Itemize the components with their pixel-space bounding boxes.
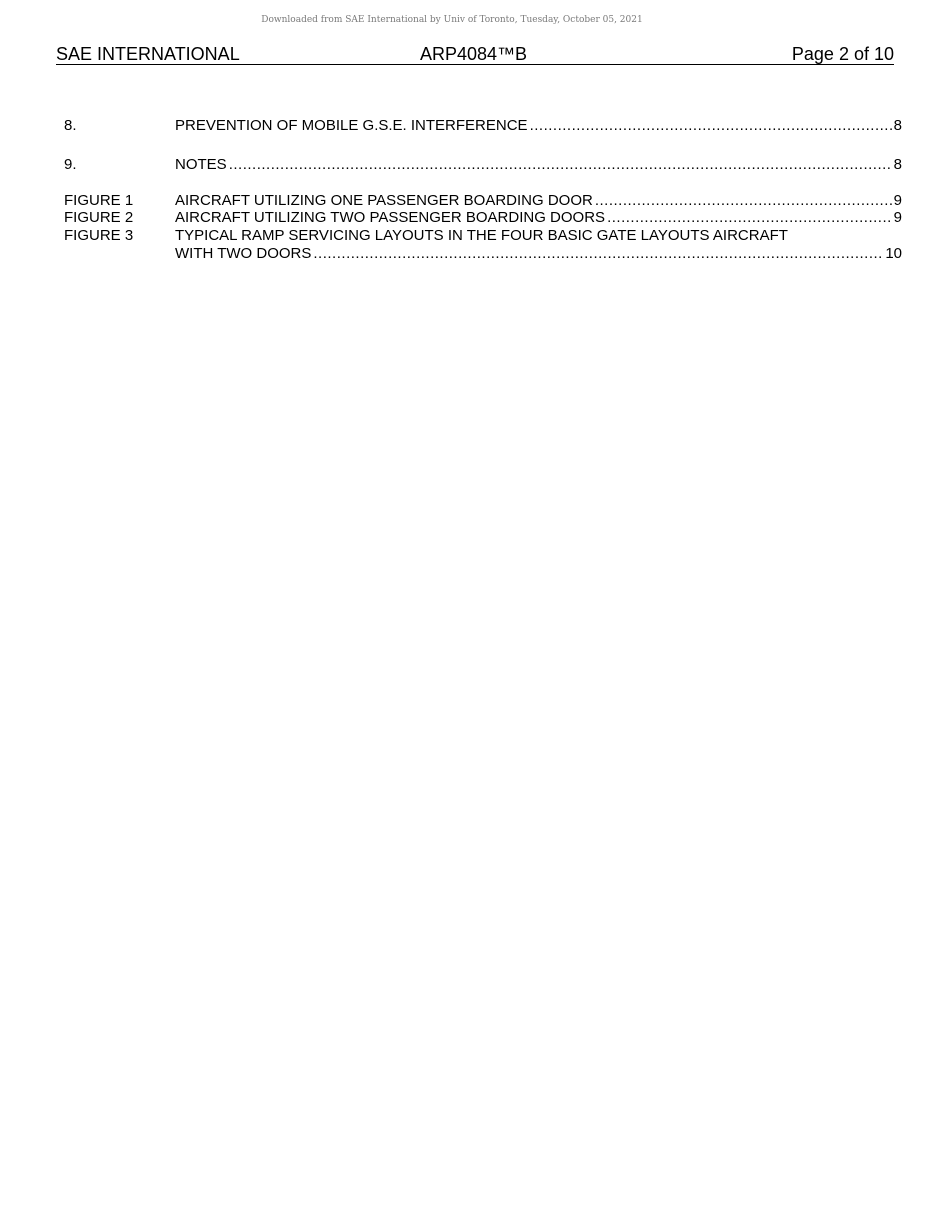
toc-entry-page: 8 [893,156,902,173]
download-watermark: Downloaded from SAE International by Univ of Toronto, Tuesday, October 05, 2021 [261,15,643,25]
toc-leader-dots [595,192,892,210]
toc-entry-title: AIRCRAFT UTILIZING TWO PASSENGER BOARDING DOORS [175,209,606,226]
page-header [56,44,894,65]
toc-entry-number: 8. [64,117,77,134]
toc-entry-number: FIGURE 1 [64,192,134,209]
toc-entry-title: AIRCRAFT UTILIZING ONE PASSENGER BOARDING DOOR [175,192,593,209]
toc-entry-figure-2[interactable] [64,209,902,227]
toc-entry-number: FIGURE 2 [64,209,134,226]
toc-entry-number: 9. [64,156,77,173]
header-organization: SAE INTERNATIONAL [56,44,240,64]
toc-entry-figure-3[interactable] [64,227,902,263]
toc-entry-page: 8 [893,117,902,134]
toc-entry-title-line2: WITH TWO DOORS [175,245,312,262]
toc-entry-number: FIGURE 3 [64,227,134,244]
toc-entry-page: 10 [885,245,902,262]
toc-entry-9[interactable] [64,156,902,174]
toc-entry-title: NOTES [175,156,227,173]
toc-entry-title: PREVENTION OF MOBILE G.S.E. INTERFERENCE [175,117,528,134]
toc-entry-figure-1[interactable] [64,192,902,210]
toc-entry-title-line1: TYPICAL RAMP SERVICING LAYOUTS IN THE FOUR BASIC GATE LAYOUTS AIRCRAFT [175,227,788,244]
toc-entry-page: 9 [893,209,902,226]
header-document-number: ARP4084™B [420,44,528,64]
toc-leader-dots [607,209,892,227]
toc-leader-dots [313,245,883,263]
toc-entry-8[interactable] [64,117,902,135]
toc-entry-page: 9 [893,192,902,209]
header-page-number: Page 2 of 10 [791,44,894,64]
toc-leader-dots [229,156,892,174]
toc-leader-dots [530,117,892,135]
